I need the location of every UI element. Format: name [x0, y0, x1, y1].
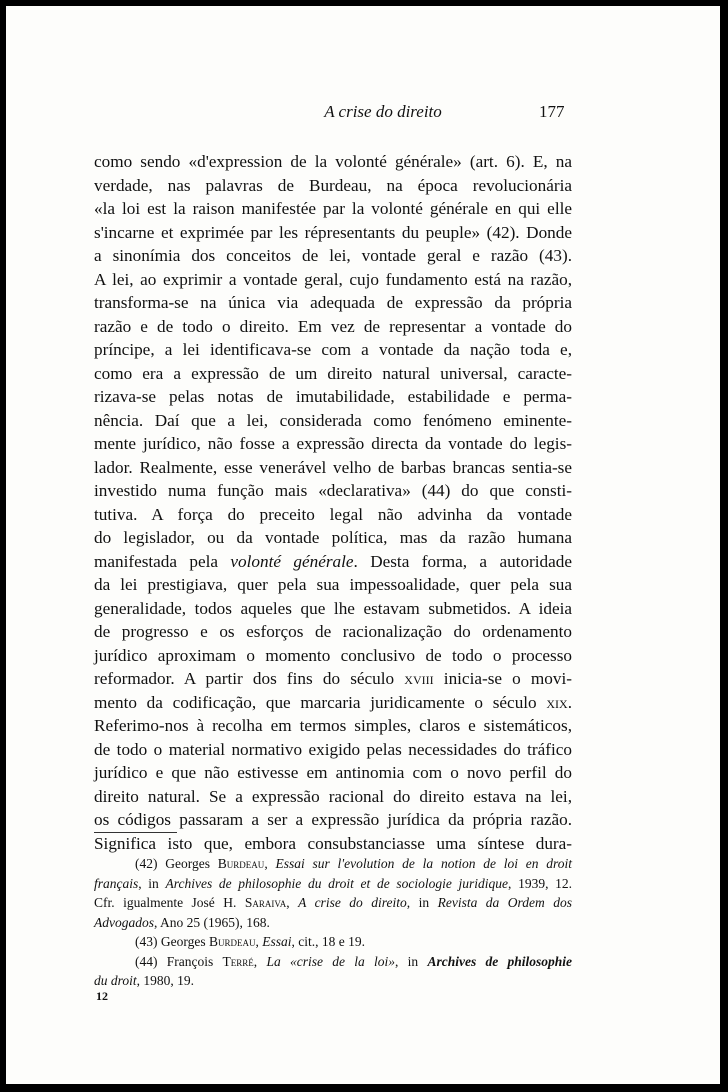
footnote-44-line-2: du droit, 1980, 19. [94, 973, 195, 988]
page-number: 177 [539, 102, 565, 121]
body-line: lador. Realmente, esse venerável velho de barbas brancas sentia-se [94, 457, 572, 477]
body-line: tutiva. A força do preceito legal não advinha da vontade [94, 504, 572, 524]
body-line: como sendo «d'expression de la volonté générale» (art. 6). E, na [94, 152, 572, 171]
footnote-42-line-2: français, in Archives de philosophie du droit et de sociologie juridique, 1939, 12. [94, 875, 572, 891]
body-line: reformador. A partir dos fins do século xviii inicia-se o movi- [94, 669, 572, 688]
footnotes [94, 854, 572, 991]
body-text [94, 150, 572, 855]
body-line: A lei, ao exprimir a vontade geral, cujo fundamento está na razão, [94, 269, 572, 289]
body-line: Referimo-nos à recolha em termos simples, claros e sistemáticos, [94, 716, 572, 735]
running-title: A crise do direito [324, 102, 442, 121]
body-line: investido numa função mais «declarativa» (44) do que consti- [94, 481, 572, 500]
body-line: generalidade, todos aqueles que lhe estavam submetidos. A ideia [94, 598, 572, 618]
body-line: mento da codificação, que marcaria juridicamente o século xix. [94, 692, 572, 712]
body-line: de progresso e os esforços de racionalização do ordenamento [94, 622, 572, 641]
body-line: verdade, nas palavras de Burdeau, na época revolucionária [94, 175, 572, 195]
body-line: príncipe, a lei identificava-se com a vontade da nação toda e, [94, 340, 572, 359]
footnote-divider [94, 832, 177, 833]
footnote-42-line-1: (42) Georges Burdeau, Essai sur l'evolution de la notion de loi en droit [135, 856, 573, 871]
body-line: jurídico e que não estivesse em antinomia com o novo perfil do [94, 763, 572, 782]
body-line: direito natural. Se a expressão racional do direito estava na lei, [94, 786, 572, 806]
body-line: «la loi est la raison manifestée par la volonté générale en qui elle [94, 199, 572, 218]
body-line: mente jurídico, não fosse a expressão directa da vontade do legis- [94, 434, 572, 453]
body-line: rizava-se pelas notas de imutabilidade, estabilidade e perma- [94, 387, 572, 406]
footnote-42-line-4: Advogados, Ano 25 (1965), 168. [94, 914, 270, 930]
footnote-44-line-1: (44) François Terré, La «crise de la loi», in Archives de philosophie [135, 953, 572, 969]
body-line: os códigos passaram a ser a expressão jurídica da própria razão. [94, 810, 572, 829]
signature-mark: 12 [96, 989, 108, 1003]
running-header [6, 102, 720, 124]
body-line: como era a expressão de um direito natural universal, caracte- [94, 363, 572, 383]
footnote-43: (43) Georges Burdeau, Essai, cit., 18 e 19. [135, 934, 366, 949]
body-line: jurídico aproximam o momento conclusivo de todo o processo [94, 645, 572, 665]
body-line: da lei prestigiava, quer pela sua impessoalidade, quer pela sua [94, 575, 572, 594]
body-line: do legislador, ou da vontade política, mas da razão humana [94, 528, 572, 547]
book-page [6, 6, 720, 1084]
body-line: manifestada pela volonté générale. Desta forma, a autoridade [94, 551, 572, 571]
footnote-42-line-3: Cfr. igualmente José H. Saraiva, A crise do direito, in Revista da Ordem dos [94, 895, 572, 910]
body-line: a sinonímia dos conceitos de lei, vontade geral e razão (43). [94, 246, 572, 265]
body-line: Significa isto que, embora consubstanciasse uma síntese dura- [94, 833, 572, 853]
body-line: razão e de todo o direito. Em vez de representar a vontade do [94, 316, 572, 336]
body-line: s'incarne et exprimée par les répresentants du peuple» (42). Donde [94, 222, 572, 242]
body-line: nência. Daí que a lei, considerada como fenómeno eminente- [94, 410, 572, 430]
body-line: de todo o material normativo exigido pelas necessidades do tráfico [94, 739, 572, 759]
body-line: transforma-se na única via adequada de expressão da própria [94, 293, 572, 312]
